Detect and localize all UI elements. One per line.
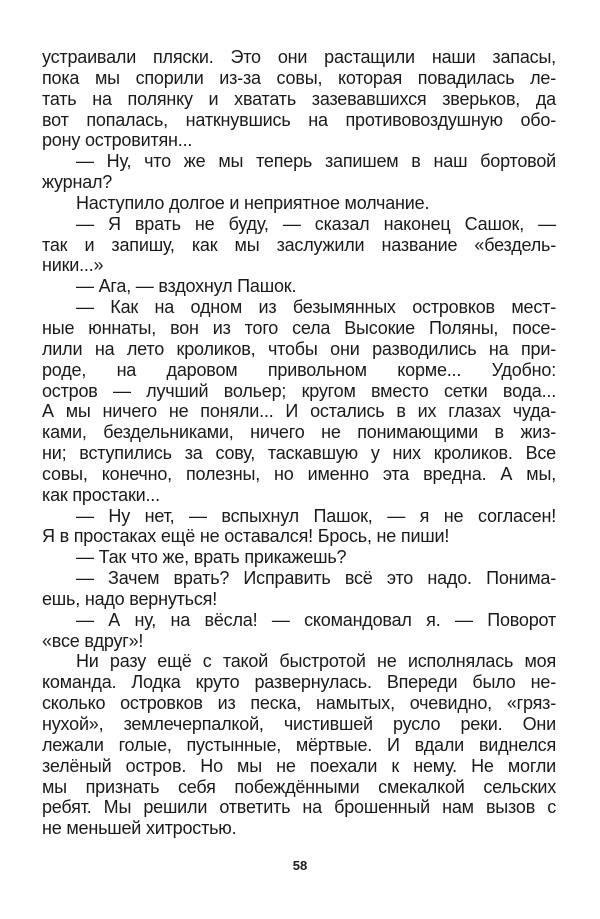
text-line: А мы ничего не поняли... И остались в их глазах чуда- [42,401,556,422]
text-line: — А ну, на вёсла! — скомандовал я. — Поворот [76,609,556,630]
text-line: журнал? [42,172,113,193]
text-line: как простаки... [42,484,160,505]
text-line: ники...» [42,255,104,276]
text-line: ные юннаты, вон из того села Высокие Поляны, посе- [42,317,556,338]
page-body-text [42,47,556,839]
text-line: ешь, надо вернуться! [42,588,217,609]
text-line: рону островитян... [42,130,193,151]
text-line: не меньшей хитростью. [42,818,237,839]
text-line: мы признать себя побеждёнными смекалкой сельских [42,776,556,797]
text-line: — Ну нет, — вспыхнул Пашок, — я не согласен! [76,505,556,526]
text-line: лежали голые, пустынные, мёртвые. И вдали виднелся [42,734,556,755]
text-line: сколько островков из песка, намытых, очевидно, «гряз- [42,693,556,714]
text-line: лили на лето кроликов, чтобы они разводились на при- [42,338,556,359]
text-line: «все вдруг»! [42,630,144,651]
text-line: — Как на одном из безымянных островков мест- [76,297,556,318]
text-line: ни; вступились за сову, таскавшую у них кроликов. Все [42,443,556,464]
text-line: — Зачем врать? Исправить всё это надо. Понима- [76,568,556,589]
text-line: совы, конечно, полезны, но именно эта вредна. А мы, [42,463,556,484]
text-line: Я в простаках ещё не оставался! Брось, не пиши! [42,526,450,547]
text-line: команда. Лодка круто развернулась. Впереди было не- [42,672,556,693]
text-line: так и запишу, как мы заслужили название «бездель- [42,234,556,255]
text-line: тать на полянку и хватать зазевавшихся зверьков, да [42,88,556,109]
text-line: остров — лучший вольер; кругом вместо сетки вода... [42,380,556,401]
text-line: Наступило долгое и неприятное молчание. [76,192,430,213]
text-line: — Я врать не буду, — сказал наконец Сашок, — [76,213,556,234]
text-line: устраивали пляски. Это они растащили наши запасы, [42,47,556,67]
text-line: — Ну, что же мы теперь запишем в наш бортовой [76,151,556,172]
page-number: 58 [292,858,308,873]
text-line: зелёный остров. Но мы не поехали к нему. Не могли [42,755,556,776]
text-line: пока мы спорили из-за совы, которая повадилась ле- [42,67,556,88]
text-line: нухой», землечерпалкой, чистившей русло реки. Они [42,714,556,734]
text-line: — Так что же, врать прикажешь? [76,547,347,568]
text-line: ками, бездельниками, ничего не понимающими в жиз- [42,422,556,443]
text-line: роде, на даровом привольном корме... Удобно: [42,359,556,380]
text-line: — Ага, — вздохнул Пашок. [76,276,297,297]
text-line: Ни разу ещё с такой быстротой не исполнялась моя [76,651,556,672]
text-line: ребят. Мы решили ответить на брошенный нам вызов с [42,797,556,818]
text-line: вот попалась, наткнувшись на противовоздушную обо- [42,109,556,130]
